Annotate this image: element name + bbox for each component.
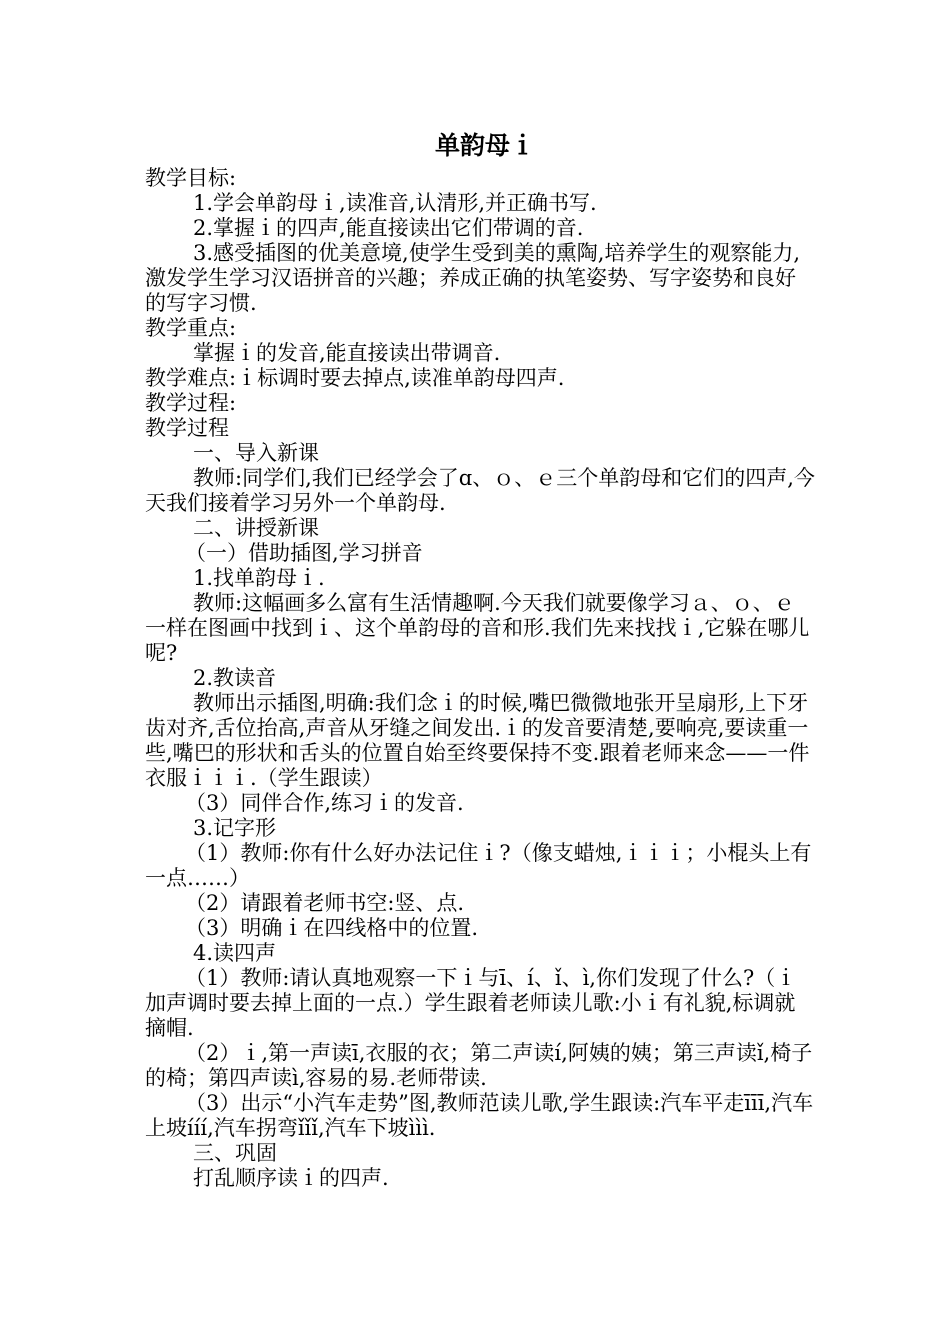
heading-process: 教学过程: bbox=[145, 391, 237, 415]
heading-difficulties: 教学难点:ｉ标调时要去掉点,读准单韵母四声. bbox=[145, 366, 565, 390]
step-2-heading: 2.教读音 bbox=[193, 666, 277, 690]
step-2-text: 教师出示插图,明确:我们念ｉ的时候,嘴巴微微地张开呈扇形,上下牙齿对齐,舌位抬高,声音从牙缝之间发出.ｉ的发音要清楚,要响亮,要读重一些,嘴巴的形状和舌头的位置自始至终要保持不变.跟着老师来念——一件衣服ｉｉｉ.（学生跟读） bbox=[145, 691, 810, 790]
step-4-item-1: （1）教师:请认真地观察一下ｉ与ī、í、ǐ、ì,你们发现了什么?（ｉ加声调时要去掉上面的一点.）学生跟着老师读儿歌:小ｉ有礼貌,标调就摘帽. bbox=[145, 966, 797, 1040]
step-1-heading: 1.找单韵母ｉ. bbox=[193, 566, 325, 590]
section-intro-heading: 一、导入新课 bbox=[193, 441, 319, 465]
step-1-text: 教师:这幅画多么富有生活情趣啊.今天我们就要像学习ａ、ｏ、ｅ一样在图画中找到ｉ、这个单韵母的音和形.我们先来找找ｉ,它躲在哪儿呢? bbox=[145, 591, 810, 665]
step-3-item-2: （2）请跟着老师书空:竖、点. bbox=[185, 891, 465, 915]
subsection-1-heading: （一）借助插图,学习拼音 bbox=[185, 541, 423, 565]
document-title: 单韵母ｉ bbox=[434, 131, 535, 160]
section-teach-heading: 二、讲授新课 bbox=[193, 516, 319, 540]
heading-key-points: 教学重点: bbox=[145, 316, 237, 340]
step-3-item-3: （3）明确ｉ在四线格中的位置. bbox=[185, 916, 479, 940]
section-intro-text: 教师:同学们,我们已经学会了ɑ、ｏ、ｅ三个单韵母和它们的四声,今天我们接着学习另外一个单韵母. bbox=[145, 466, 815, 515]
section-consolidate-heading: 三、巩固 bbox=[193, 1141, 277, 1165]
objective-2: 2.掌握ｉ的四声,能直接读出它们带调的音. bbox=[193, 216, 584, 240]
heading-objectives: 教学目标: bbox=[145, 166, 237, 190]
section-consolidate-text: 打乱顺序读ｉ的四声. bbox=[193, 1166, 389, 1190]
step-4-item-2: （2）ｉ,第一声读ī,衣服的衣；第二声读í,阿姨的姨；第三声读ǐ,椅子的椅；第四声读ì,容易的易.老师带读. bbox=[145, 1041, 813, 1090]
step-3-heading: 3.记字形 bbox=[193, 816, 277, 840]
step-4-item-3: （3）出示“小汽车走势”图,教师范读儿歌,学生跟读:汽车平走īīī,汽车上坡ííí,汽车拐弯ǐǐǐ,汽车下坡ììì. bbox=[145, 1091, 814, 1140]
heading-process-2: 教学过程 bbox=[145, 416, 229, 440]
step-3-item-1: （1）教师:你有什么好办法记住ｉ?（像支蜡烛,ｉｉｉ；小棍头上有一点……） bbox=[145, 841, 812, 890]
step-4-heading: 4.读四声 bbox=[193, 941, 277, 965]
objective-1: 1.学会单韵母ｉ,读准音,认清形,并正确书写. bbox=[193, 191, 597, 215]
document-page bbox=[145, 130, 815, 1191]
objective-3: 3.感受插图的优美意境,使学生受到美的熏陶,培养学生的观察能力,激发学生学习汉语拼音的兴趣；养成正确的执笔姿势、写字姿势和良好的写字习惯. bbox=[145, 241, 801, 315]
step-2-item-3: （3）同伴合作,练习ｉ的发音. bbox=[185, 791, 464, 815]
key-point-text: 掌握ｉ的发音,能直接读出带调音. bbox=[193, 341, 501, 365]
